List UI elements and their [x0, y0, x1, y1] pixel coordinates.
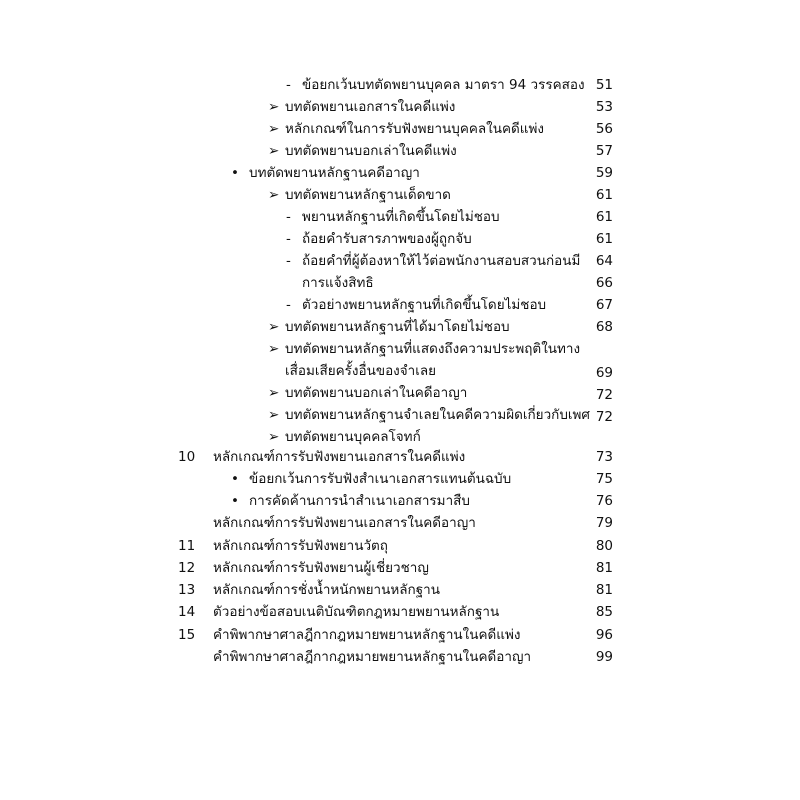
- toc-entry-text: หลักเกณฑ์การรับฟังพยานผู้เชี่ยวชาญ: [213, 560, 429, 576]
- toc-page-number: 96: [595, 627, 613, 643]
- chapter-number: 11: [178, 538, 196, 554]
- toc-entry-text: คำพิพากษาศาลฎีกากฎหมายพยานหลักฐานในคดีแพ่ง: [213, 627, 521, 643]
- toc-page-number: 72: [595, 409, 613, 425]
- arrow-bullet-icon: ➢: [268, 121, 280, 137]
- toc-page-number: 68: [595, 319, 613, 335]
- toc-entry-text: การแจ้งสิทธิ: [302, 275, 374, 291]
- toc-page-number: 59: [595, 165, 613, 181]
- toc-entry-text: ตัวอย่างข้อสอบเนติบัณฑิตกฎหมายพยานหลักฐาน: [213, 604, 500, 620]
- toc-entry-text: หลักเกณฑ์การรับฟังพยานวัตถุ: [213, 538, 388, 554]
- toc-page-number: 61: [595, 231, 613, 247]
- toc-page-number: 81: [595, 582, 613, 598]
- toc-entry-text: ถ้อยคำรับสารภาพของผู้ถูกจับ: [302, 231, 472, 247]
- toc-entry-text: บทตัดพยานหลักฐานคดีอาญา: [249, 165, 420, 181]
- toc-entry-text: หลักเกณฑ์การรับฟังพยานเอกสารในคดีอาญา: [213, 515, 476, 531]
- toc-page-number: 67: [595, 297, 613, 313]
- toc-entry-text: หลักเกณฑ์การรับฟังพยานเอกสารในคดีแพ่ง: [213, 449, 466, 465]
- chapter-number: 12: [178, 560, 196, 576]
- toc-page-number: 72: [595, 387, 613, 403]
- list-marker: -: [286, 231, 291, 247]
- toc-page-number: 56: [595, 121, 613, 137]
- list-marker: -: [286, 253, 291, 269]
- toc-entry-text: บทตัดพยานหลักฐานที่แสดงถึงความประพฤติในทาง: [285, 341, 581, 357]
- toc-page-number: 51: [595, 77, 613, 93]
- arrow-bullet-icon: ➢: [268, 319, 280, 335]
- arrow-bullet-icon: ➢: [268, 187, 280, 203]
- toc-page-number: 57: [595, 143, 613, 159]
- toc-entry-text: ข้อยกเว้นการรับฟังสำเนาเอกสารแทนต้นฉบับ: [249, 471, 512, 487]
- toc-page-number: 73: [595, 449, 613, 465]
- toc-entry-text: บทตัดพยานเอกสารในคดีแพ่ง: [285, 99, 456, 115]
- toc-page-number: 79: [595, 515, 613, 531]
- toc-entry-text: คำพิพากษาศาลฎีกากฎหมายพยานหลักฐานในคดีอาญา: [213, 649, 532, 665]
- toc-entry-text: ข้อยกเว้นบทตัดพยานบุคคล มาตรา 94 วรรคสอง: [302, 77, 585, 93]
- arrow-bullet-icon: ➢: [268, 99, 280, 115]
- toc-entry-text: เสื่อมเสียครั้งอื่นของจำเลย: [285, 363, 437, 379]
- toc-page-number: 81: [595, 560, 613, 576]
- toc-entry-text: การคัดค้านการนำสำเนาเอกสารมาสืบ: [249, 493, 470, 509]
- chapter-number: 13: [178, 582, 196, 598]
- bullet-icon: •: [231, 471, 239, 487]
- toc-page-number: 61: [595, 187, 613, 203]
- chapter-number: 15: [178, 627, 196, 643]
- toc-entry-text: บทตัดพยานบอกเล่าในคดีอาญา: [285, 385, 468, 401]
- toc-entry-text: บทตัดพยานบอกเล่าในคดีแพ่ง: [285, 143, 457, 159]
- toc-entry-text: พยานหลักฐานที่เกิดขึ้นโดยไม่ชอบ: [302, 209, 500, 225]
- toc-entry-text: บทตัดพยานหลักฐานจำเลยในคดีความผิดเกี่ยวกับเพศ: [285, 407, 591, 423]
- bullet-icon: •: [231, 165, 239, 181]
- list-marker: -: [286, 209, 291, 225]
- bullet-icon: •: [231, 493, 239, 509]
- chapter-number: 10: [178, 449, 196, 465]
- toc-entry-text: บทตัดพยานบุคคลโจทก์: [285, 429, 421, 445]
- chapter-number: 14: [178, 604, 196, 620]
- toc-entry-text: ตัวอย่างพยานหลักฐานที่เกิดขึ้นโดยไม่ชอบ: [302, 297, 547, 313]
- toc-page-number: 80: [595, 538, 613, 554]
- toc-page-number: 66: [595, 275, 613, 291]
- toc-entry-text: ถ้อยคำที่ผู้ต้องหาให้ไว้ต่อพนักงานสอบสวนก่อนมี: [302, 253, 581, 269]
- toc-entry-text: หลักเกณฑ์ในการรับฟังพยานบุคคลในคดีแพ่ง: [285, 121, 544, 137]
- toc-entry-text: บทตัดพยานหลักฐานที่ได้มาโดยไม่ชอบ: [285, 319, 510, 335]
- arrow-bullet-icon: ➢: [268, 385, 280, 401]
- arrow-bullet-icon: ➢: [268, 429, 280, 445]
- arrow-bullet-icon: ➢: [268, 341, 280, 357]
- toc-page-number: 69: [595, 365, 613, 381]
- toc-page-number: 75: [595, 471, 613, 487]
- toc-entry-text: บทตัดพยานหลักฐานเด็ดขาด: [285, 187, 451, 203]
- toc-page-number: 99: [595, 649, 613, 665]
- toc-page-number: 85: [595, 604, 613, 620]
- list-marker: -: [286, 77, 291, 93]
- toc-page-number: 61: [595, 209, 613, 225]
- toc-page-number: 53: [595, 99, 613, 115]
- list-marker: -: [286, 297, 291, 313]
- toc-page-number: 64: [595, 253, 613, 269]
- toc-entry-text: หลักเกณฑ์การชั่งน้ำหนักพยานหลักฐาน: [213, 582, 440, 598]
- arrow-bullet-icon: ➢: [268, 407, 280, 423]
- toc-page-number: 76: [595, 493, 613, 509]
- arrow-bullet-icon: ➢: [268, 143, 280, 159]
